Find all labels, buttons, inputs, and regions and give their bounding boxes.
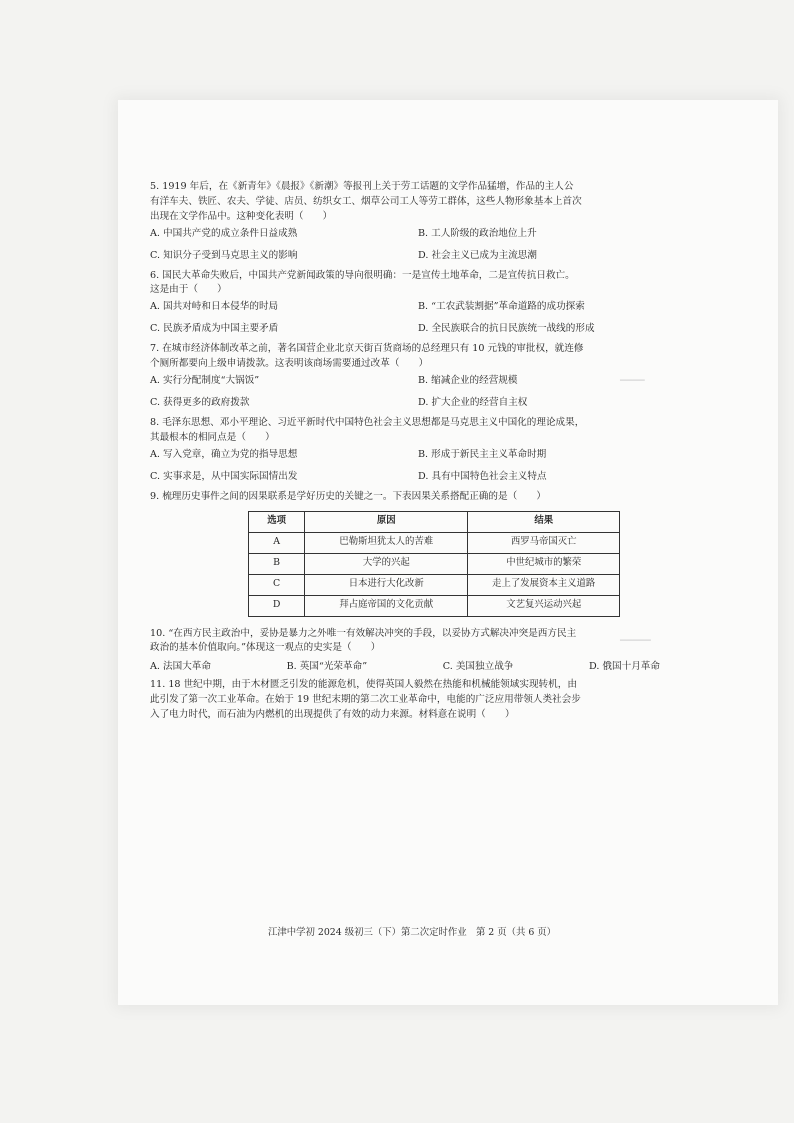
option-row: [150, 247, 620, 269]
option-d: D. 社会主义已成为主流思潮: [418, 249, 537, 261]
option-b: B. 英国“光荣革命”: [286, 660, 368, 672]
question-9: [150, 490, 620, 617]
table-cell: C: [249, 574, 305, 595]
option-row: [150, 656, 660, 678]
question-line: 5. 1919 年后，在《新青年》《晨报》《新潮》等报刊上关于劳工话题的文学作品猛增，作品的主人公: [150, 181, 574, 192]
question-line: 入了电力时代，而石油为内燃机的出现提供了有效的动力来源。材料意在说明（ ）: [150, 709, 515, 721]
question-line: 10. “在西方民主政治中，妥协是暴力之外唯一有效解决冲突的手段，以妥协方式解决冲突是西方民主: [150, 627, 577, 639]
question-8: [150, 416, 620, 490]
option-c: C. 实事求是，从中国实际国情出发: [150, 470, 298, 482]
bleed-through-mark: ▔▔▔▔: [620, 380, 645, 389]
option-a: A. 法国大革命: [150, 660, 211, 672]
table-cell: A: [249, 532, 305, 553]
option-c: C. 美国独立战争: [442, 660, 514, 672]
table-cell: 西罗马帝国灭亡: [468, 532, 620, 553]
table-cell: B: [249, 553, 305, 574]
table-row: [249, 574, 620, 595]
option-row: [150, 446, 620, 468]
question-11: [150, 678, 620, 723]
table-row: [249, 595, 620, 616]
table-row: [249, 553, 620, 574]
table-header-cell: 结果: [468, 511, 620, 532]
table-cell: 巴勒斯坦犹太人的苦难: [305, 532, 468, 553]
question-line: 其最根本的相同点是（ ）: [150, 431, 275, 443]
table-header-cell: 原因: [305, 511, 468, 532]
question-line: 政治的基本价值取向。”体现这一观点的史实是（ ）: [150, 642, 381, 654]
questions-block: [150, 180, 660, 723]
table-cell: 文艺复兴运动兴起: [468, 595, 620, 616]
option-d: D. 扩大企业的经营自主权: [418, 397, 528, 409]
bleed-through-mark: ▔▔▔▔▔: [620, 640, 651, 649]
question-line: 11. 18 世纪中期，由于木材匮乏引发的能源危机，使得英国人毅然在热能和机械能领域实现转机，由: [150, 679, 577, 691]
question-5: [150, 180, 620, 269]
option-a: A. 写入党章，确立为党的指导思想: [150, 448, 298, 460]
question-7: [150, 342, 620, 416]
question-line: 8. 毛泽东思想、邓小平理论、习近平新时代中国特色社会主义思想都是马克思主义中国化的理论成果，: [150, 417, 585, 429]
cause-effect-table: [248, 511, 620, 617]
table-cell: 拜占庭帝国的文化贡献: [305, 595, 468, 616]
table-header-cell: 选项: [249, 511, 305, 532]
option-d: D. 全民族联合的抗日民族统一战线的形成: [418, 323, 595, 335]
option-row: [150, 320, 620, 342]
option-row: [150, 394, 620, 416]
option-d: D. 具有中国特色社会主义特点: [418, 470, 547, 482]
question-line: 这是由于（ ）: [150, 284, 227, 296]
option-c: C. 获得更多的政府拨款: [150, 397, 250, 409]
question-10: [150, 627, 660, 679]
option-c: C. 民族矛盾成为中国主要矛盾: [150, 323, 279, 335]
option-b: B. 缩减企业的经营规模: [418, 375, 518, 387]
question-6: [150, 269, 620, 343]
option-a: A. 国共对峙和日本侵华的时局: [150, 301, 279, 313]
table-cell: D: [249, 595, 305, 616]
question-line: 9. 梳理历史事件之间的因果联系是学好历史的关键之一。下表因果关系搭配正确的是（ ）: [150, 490, 546, 502]
option-row: [150, 372, 620, 394]
table-row: [249, 532, 620, 553]
option-a: A. 实行分配制度“大锅饭”: [150, 375, 260, 387]
table-cell: 走上了发展资本主义道路: [468, 574, 620, 595]
option-b: B. “工农武装割据”革命道路的成功探索: [418, 301, 585, 313]
option-row: [150, 225, 620, 247]
table-cell: 大学的兴起: [305, 553, 468, 574]
question-line: 出现在文学作品中。这种变化表明（ ）: [150, 210, 333, 222]
question-line: 7. 在城市经济体制改革之前，著名国营企业北京天街百货商场的总经理只有 10 元钱的审批权，就连修: [150, 343, 584, 355]
question-line: 个厕所都要向上级申请拨款。这表明该商场需要通过改革（ ）: [150, 358, 429, 370]
option-b: B. 形成于新民主主义革命时期: [418, 448, 547, 460]
option-row: [150, 298, 620, 320]
option-row: [150, 468, 620, 490]
option-a: A. 中国共产党的成立条件日益成熟: [150, 227, 298, 239]
option-c: C. 知识分子受到马克思主义的影响: [150, 249, 298, 261]
question-line: 有洋车夫、铁匠、农夫、学徒、店员、纺织女工、烟草公司工人等劳工群体，这些人物形象基本上首次: [150, 195, 582, 207]
option-b: B. 工人阶级的政治地位上升: [418, 227, 537, 239]
question-line: 此引发了第一次工业革命。在始于 19 世纪末期的第二次工业革命中，电能的广泛应用带领人类社会步: [150, 694, 581, 706]
option-d: D. 俄国十月革命: [588, 660, 660, 672]
table-cell: 中世纪城市的繁荣: [468, 553, 620, 574]
table-header-row: [249, 511, 620, 532]
question-line: 6. 国民大革命失败后，中国共产党新闻政策的导向很明确：一是宣传土地革命，二是宣传抗日救亡。: [150, 269, 575, 281]
page-footer: 江津中学初 2024 级初三（下）第二次定时作业 第 2 页（共 6 页）: [268, 927, 557, 938]
table-cell: 日本进行大化改新: [305, 574, 468, 595]
